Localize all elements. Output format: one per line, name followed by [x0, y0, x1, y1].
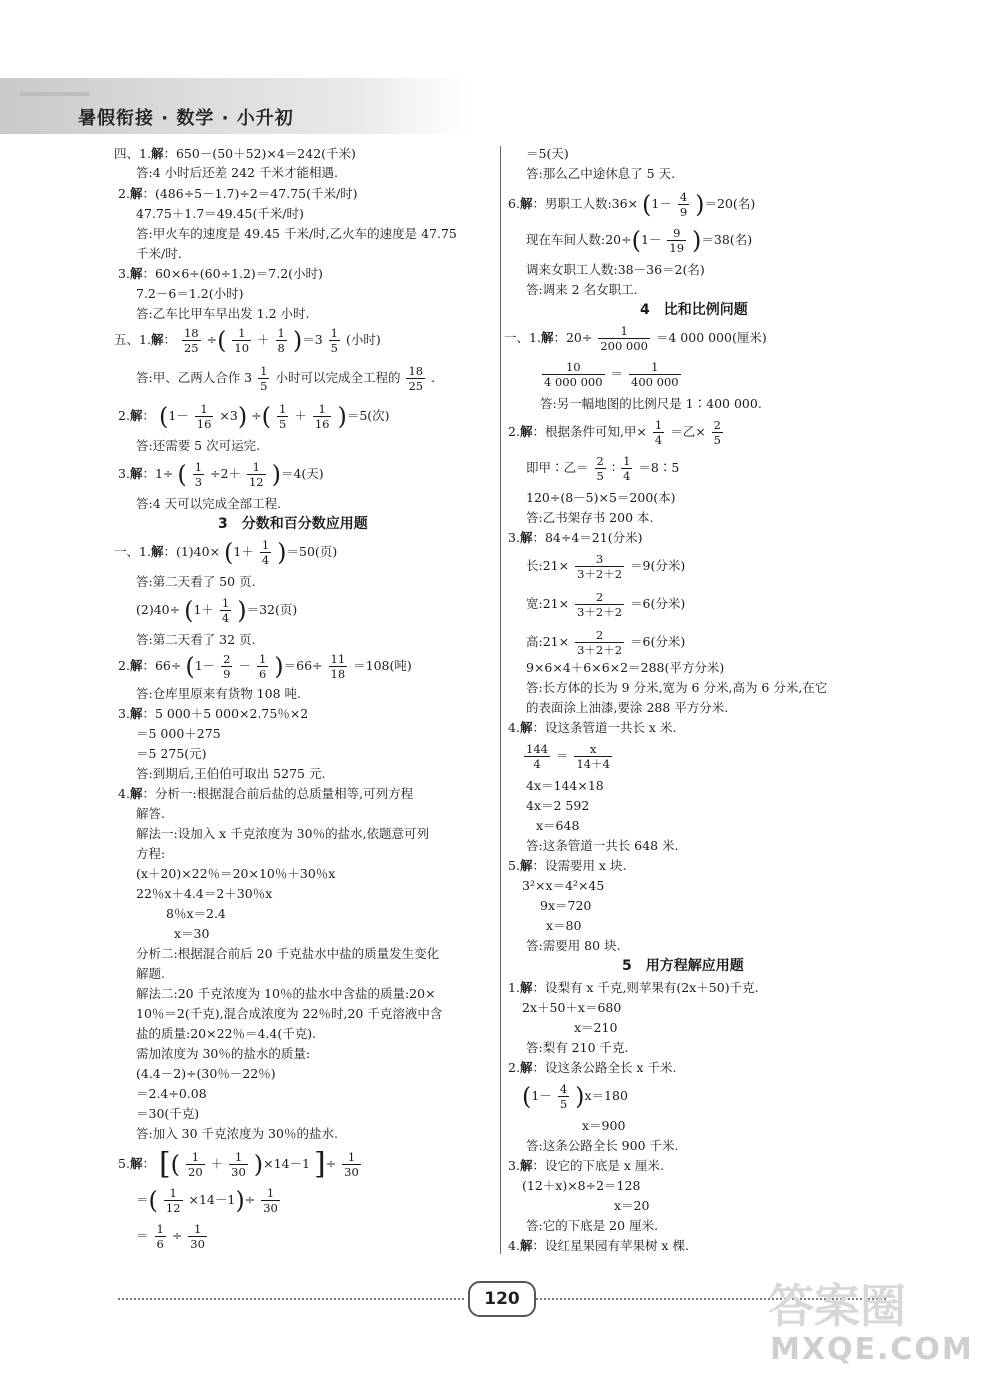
answer-line: 答:4 天可以完成全部工程.: [136, 496, 282, 511]
equation-line: 22％x＋4.4＝2＋30％x: [136, 886, 273, 901]
equation-line: 120÷(8－5)×5＝200(本): [526, 490, 676, 505]
problem-line: 四、1.解：650－(50＋52)×4＝242(千米): [114, 146, 356, 161]
solution-line: ＝5 275(元): [136, 746, 207, 761]
fraction: $\frac{1}{5}$: [260, 364, 268, 393]
problem-line: 4.解：设这条管道一共长 x 米.: [508, 720, 677, 735]
problem-line: 五、1.解： $\frac{18}{25}$ ÷( $\frac{1}{10}$ ＋ $\frac{1}{8}$ )＝3 $\frac{1}{5}$ (小时): [114, 326, 381, 355]
answer-line: 答:乙书架存书 200 本.: [526, 510, 654, 525]
answer-line: 答:仓库里原来有货物 108 吨.: [136, 686, 301, 701]
problem-line: 2.解：设这条公路全长 x 千米.: [508, 1060, 677, 1075]
solution-line: 方程:: [136, 846, 166, 861]
problem-line: 3.解：84÷4＝21(分米): [508, 530, 643, 545]
equation-line: ＝ $\frac{1}{6}$ ÷ $\frac{1}{30}$: [136, 1222, 205, 1251]
fraction: $\frac{10}{4 000 000}$: [544, 360, 603, 389]
equation-line: x＝80: [546, 918, 582, 933]
fraction: $\frac{1}{400 000}$: [631, 360, 679, 389]
equation-line: (12＋x)×8÷2＝128: [522, 1178, 641, 1193]
solution-line: 解法二:20 千克浓度为 10％的盐水中含盐的质量:20×: [136, 986, 436, 1001]
equation-line: 9x＝720: [540, 898, 592, 913]
fraction: $\frac{2}{9}$: [223, 652, 231, 681]
answer-line: 答:那么乙中途休息了 5 天.: [526, 166, 676, 181]
problem-line: 4.解：设红星果园有苹果树 x 棵.: [508, 1238, 689, 1253]
solution-line: 需加浓度为 30％的盐水的质量:: [136, 1046, 311, 1061]
equation-line: $\frac{144}{4}$ ＝ $\frac{x}{14+4}$: [526, 742, 610, 771]
fraction: $\frac{1}{6}$: [156, 1222, 164, 1251]
fraction: $\frac{1}{4}$: [221, 596, 230, 625]
equation-line: 宽:21× $\frac{2}{3+2+2}$ ＝6(分米): [526, 590, 686, 619]
fraction: $\frac{1}{4}$: [654, 418, 663, 447]
solution-line: 47.75＋1.7＝49.45(千米/时): [136, 206, 304, 221]
answer-line: 答:梨有 210 千克.: [526, 1040, 629, 1055]
problem-line: 2.解： (1－ $\frac{1}{16}$ ×3) ÷( $\frac{1}{5}$ ＋ $\frac{1}{16}$ )＝5(次): [118, 402, 390, 431]
solution-line: (2)40÷ (1＋ $\frac{1}{4}$ )＝32(页): [136, 596, 298, 625]
solution-line: 分析二:根据混合前后 20 千克盐水中盐的质量发生变化: [136, 946, 440, 961]
fraction: $\frac{9}{19}$: [669, 226, 685, 255]
fraction: $\frac{x}{14+4}$: [576, 742, 610, 771]
fraction: $\frac{1}{16}$: [314, 402, 330, 431]
fraction: $\frac{1}{12}$: [248, 460, 264, 489]
fraction: $\frac{1}{12}$: [165, 1186, 181, 1215]
problem-line: 一、1.解：(1)40× (1＋ $\frac{1}{4}$ )＝50(页): [114, 538, 338, 567]
answer-line: 答:还需要 5 次可运完.: [136, 438, 261, 453]
equation-line: ＝5(天): [526, 146, 569, 161]
solution-line: 即甲∶乙＝ $\frac{2}{5}$ ∶ $\frac{1}{4}$ ＝8∶5: [526, 454, 680, 483]
equation-line: 9×6×4＋6×6×2＝288(平方分米): [526, 660, 725, 675]
section-heading: 3 分数和百分数应用题: [218, 516, 368, 532]
fraction: $\frac{2}{5}$: [596, 454, 604, 483]
equation-line: (4.4－2)÷(30％－22％): [136, 1066, 276, 1081]
problem-line: 5.解：设需要用 x 块.: [508, 858, 627, 873]
equation-line: 4x＝144×18: [526, 778, 604, 793]
problem-line: 3.解：1÷ ( $\frac{1}{3}$ ÷2＋ $\frac{1}{12}$ )＝4(天): [118, 460, 324, 489]
problem-line: 6.解：男职工人数:36× (1－ $\frac{4}{9}$ )＝20(名): [508, 190, 756, 219]
column-divider: [500, 146, 501, 1254]
fraction: $\frac{18}{25}$: [183, 326, 199, 355]
problem-line: 一、1.解：20÷ $\frac{1}{200 000}$ ＝4 000 000(厘米): [504, 324, 767, 353]
answer-line: 答:甲、乙两人合作 3 $\frac{1}{5}$ 小时可以完成全工程的 $\frac{18}{25}$ .: [136, 364, 436, 393]
answer-line: 千米/时.: [136, 246, 182, 261]
answer-line: 答:它的下底是 20 厘米.: [526, 1218, 659, 1233]
header-decoration: [20, 92, 90, 96]
fraction: $\frac{1}{6}$: [258, 652, 267, 681]
problem-line: 3.解：设它的下底是 x 厘米.: [508, 1158, 664, 1173]
fraction: $\frac{1}{30}$: [263, 1186, 278, 1215]
fraction: $\frac{1}{10}$: [234, 326, 250, 355]
problem-line: 3.解：5 000＋5 000×2.75％×2: [118, 706, 309, 721]
solution-line: 10％＝2(千克),混合成浓度为 22％时,20 千克溶液中含: [136, 1006, 443, 1021]
page-number: 120: [468, 1281, 536, 1317]
problem-line: 2.解：(486÷5－1.7)÷2＝47.75(千米/时): [118, 186, 358, 201]
fraction: $\frac{1}{16}$: [196, 402, 212, 431]
solution-line: 解答.: [136, 806, 165, 821]
solution-line: 解法一:设加入 x 千克浓度为 30％的盐水,依题意可列: [136, 826, 430, 841]
problem-line: 4.解：分析一:根据混合前后盐的总质量相等,可列方程: [118, 786, 414, 801]
solution-line: 盐的质量:20×22％＝4.4(千克).: [136, 1026, 317, 1041]
fraction: $\frac{1}{30}$: [344, 1150, 359, 1179]
fraction: $\frac{2}{3+2+2}$: [577, 590, 623, 619]
equation-line: (1－ $\frac{4}{5}$ )x＝180: [522, 1082, 628, 1111]
problem-line: 2.解：根据条件可知,甲× $\frac{1}{4}$ ＝乙× $\frac{2}{5}$: [508, 418, 721, 447]
answer-line: 答:调来 2 名女职工.: [526, 282, 638, 297]
answer-line: 答:这条公路全长 900 千米.: [526, 1138, 679, 1153]
equation-line: 高:21× $\frac{2}{3+2+2}$ ＝6(分米): [526, 628, 686, 657]
solution-line: 现在车间人数:20÷(1－ $\frac{9}{19}$ )＝38(名): [526, 226, 753, 255]
equation-line: x＝210: [574, 1020, 618, 1035]
watermark-site: MXQE.COM: [770, 1332, 974, 1367]
equation-line: 2x＋50＋x＝680: [522, 1000, 622, 1015]
fraction: $\frac{1}{30}$: [231, 1150, 246, 1179]
equation-line: x＝900: [582, 1118, 626, 1133]
answer-line: 答:另一幅地图的比例尺是 1∶400 000.: [540, 396, 762, 411]
answer-line: 的表面涂上油漆,要涂 288 平方分米.: [526, 700, 729, 715]
fraction: $\frac{4}{5}$: [559, 1082, 568, 1111]
fraction: $\frac{2}{3+2+2}$: [577, 628, 623, 657]
fraction: $\frac{4}{9}$: [679, 190, 688, 219]
section-heading: 5 用方程解应用题: [622, 958, 744, 974]
equation-line: x＝648: [536, 818, 580, 833]
equation-line: x＝30: [174, 926, 210, 941]
equation-line: (x＋20)×22％＝20×10％＋30％x: [136, 866, 336, 881]
fraction: $\frac{144}{4}$: [526, 742, 548, 771]
footer-dotted-line-left: [118, 1298, 464, 1300]
fraction: $\frac{2}{5}$: [713, 418, 721, 447]
fraction: $\frac{18}{25}$: [408, 364, 424, 393]
fraction: $\frac{1}{30}$: [190, 1222, 205, 1251]
equation-line: 3²×x＝4²×45: [522, 878, 605, 893]
answer-line: 答:到期后,王伯伯可取出 5275 元.: [136, 766, 326, 781]
fraction: $\frac{1}{5}$: [279, 402, 287, 431]
answer-line: 答:第二天看了 50 页.: [136, 574, 256, 589]
page-header-title: 暑假衔接 · 数学 · 小升初: [78, 108, 294, 129]
equation-line: x＝20: [614, 1198, 650, 1213]
problem-line: 5.解： [( $\frac{1}{20}$ ＋ $\frac{1}{30}$ )×14－1 ]÷ $\frac{1}{30}$: [118, 1146, 359, 1182]
fraction: $\frac{1}{8}$: [277, 326, 285, 355]
answer-line: 答:长方体的长为 9 分米,宽为 6 分米,高为 6 分米,在它: [526, 680, 828, 695]
equation-line: $\frac{10}{4 000 000}$ ＝ $\frac{1}{400 000}$: [544, 360, 679, 389]
fraction: $\frac{11}{18}$: [330, 652, 346, 681]
problem-line: 3.解：60×6÷(60÷1.2)＝7.2(小时): [118, 266, 323, 281]
answer-line: 答:第二天看了 32 页.: [136, 632, 256, 647]
answer-line: 答:需要用 80 块.: [526, 938, 621, 953]
fraction: $\frac{1}{3}$: [194, 460, 203, 489]
answer-line: 答:乙车比甲车早出发 1.2 小时.: [136, 306, 310, 321]
equation-line: 8％x＝2.4: [166, 906, 226, 921]
solution-line: 调来女职工人数:38－36＝2(名): [526, 262, 705, 277]
fraction: $\frac{1}{5}$: [330, 326, 338, 355]
answer-line: 答:加入 30 千克浓度为 30％的盐水.: [136, 1126, 338, 1141]
equation-line: 长:21× $\frac{3}{3+2+2}$ ＝9(分米): [526, 552, 686, 581]
answer-line: 答:甲火车的速度是 49.45 千米/时,乙火车的速度是 47.75: [136, 226, 457, 241]
solution-line: 解题.: [136, 966, 165, 981]
solution-line: 7.2－6＝1.2(小时): [136, 286, 244, 301]
watermark-logo: 答案圈: [768, 1279, 906, 1333]
answer-line: 答:这条管道一共长 648 米.: [526, 838, 679, 853]
equation-line: ＝( $\frac{1}{12}$ ×14－1)÷ $\frac{1}{30}$: [136, 1186, 278, 1215]
fraction: $\frac{3}{3+2+2}$: [577, 552, 623, 581]
equation-line: ＝30(千克): [136, 1106, 200, 1121]
solution-line: ＝5 000＋275: [136, 726, 221, 741]
fraction: $\frac{1}{4}$: [623, 454, 631, 483]
fraction: $\frac{1}{20}$: [188, 1150, 203, 1179]
problem-line: 1.解：设梨有 x 千克,则苹果有(2x＋50)千克.: [508, 980, 759, 995]
problem-line: 2.解：66÷ (1－ $\frac{2}{9}$ － $\frac{1}{6}$ )＝66÷ $\frac{11}{18}$ ＝108(吨): [118, 652, 412, 681]
fraction: $\frac{1}{4}$: [261, 538, 270, 567]
equation-line: ＝2.4÷0.08: [136, 1086, 207, 1101]
answer-line: 答:4 小时后还差 242 千米才能相遇.: [136, 165, 338, 180]
fraction: $\frac{1}{200 000}$: [600, 324, 648, 353]
section-heading: 4 比和比例问题: [640, 302, 748, 318]
equation-line: 4x＝2 592: [526, 798, 590, 813]
